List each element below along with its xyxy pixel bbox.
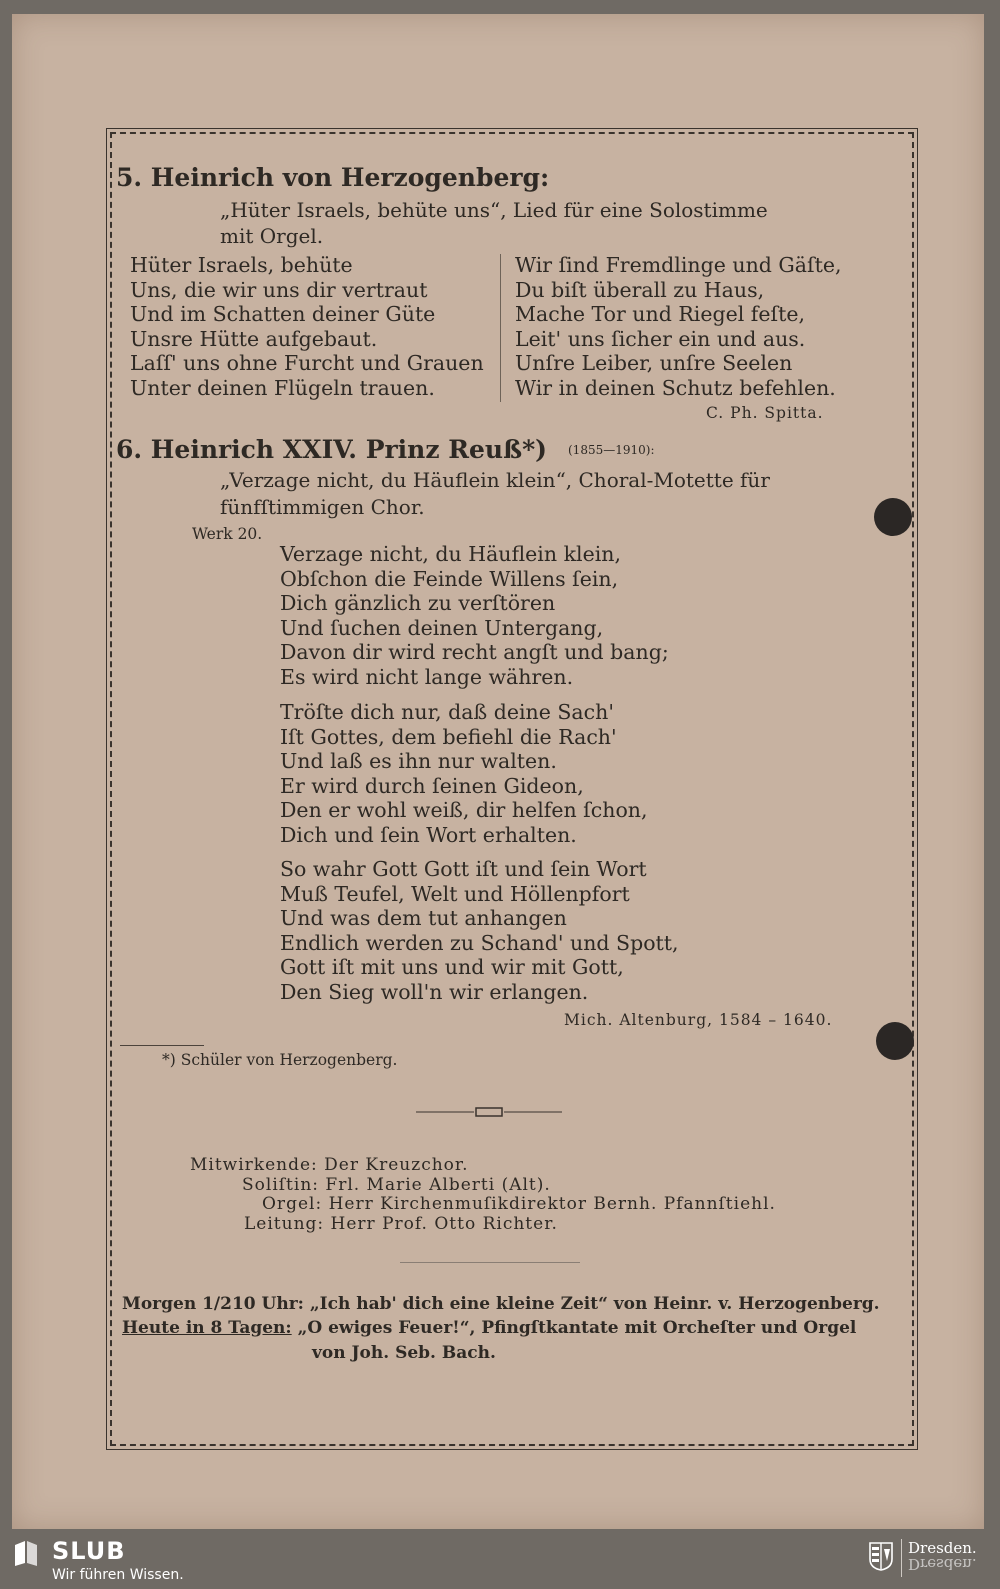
- section6-stanza-3: [280, 857, 679, 1004]
- section6-subtitle: „Verzage nicht, du Häuflein klein“, Choral-Motette für: [220, 468, 770, 492]
- verse-line: Und laß es ihn nur walten.: [280, 749, 557, 773]
- tomorrow-label: Morgen 1/210 Uhr:: [122, 1294, 304, 1314]
- verse-line: Den er wohl weiß, dir helfen ſchon,: [280, 798, 648, 822]
- verse-line: Obſchon die Feinde Willens ſein,: [280, 566, 619, 591]
- branding-bar: [0, 1529, 1000, 1589]
- section5-author: C. Ph. Spitta.: [706, 404, 824, 422]
- section5-subtitle: „Hüter Israels, behüte uns“, Lied für eine Solostimme: [220, 198, 768, 222]
- verse-line: Endlich werden zu Schand' und Spott,: [280, 930, 679, 955]
- branding-separator: [901, 1539, 902, 1577]
- slub-book-icon: [13, 1539, 39, 1567]
- verse-line: Es wird nicht lange währen.: [280, 664, 574, 689]
- credit-participants: Mitwirkende: Der Kreuzchor.: [190, 1155, 469, 1175]
- verse-line: Gott iſt mit uns und wir mit Gott,: [280, 955, 624, 979]
- section5-heading: 5. Heinrich von Herzogenberg:: [116, 163, 550, 192]
- verse-line: Muß Teufel, Welt und Höllenpfort: [280, 881, 630, 906]
- footnote: *) Schüler von Herzogenberg.: [162, 1051, 398, 1069]
- dresden-crest-icon: [868, 1541, 894, 1571]
- section6-stanza-1: [280, 542, 669, 689]
- verse-line: Und im Schatten deiner Güte: [130, 302, 436, 326]
- ornament-divider: [416, 1104, 562, 1120]
- next-week-text-2: von Joh. Seb. Bach.: [312, 1343, 496, 1363]
- verse-line: Verzage nicht, du Häuflein klein,: [280, 542, 621, 566]
- section5-left-verse: [130, 253, 484, 400]
- dresden-label: Dresden.: [908, 1539, 977, 1557]
- next-week-text: „O ewiges Feuer!“, Pfingſtkantate mit Orcheſter und Orgel: [297, 1318, 857, 1338]
- section5-subtitle-2: mit Orgel.: [220, 224, 324, 248]
- announcement-tomorrow: [122, 1294, 880, 1314]
- verse-line: Tröſte dich nur, daß deine Sach': [280, 700, 614, 724]
- footnote-rule: [120, 1045, 204, 1046]
- verse-line: Dich und ſein Wort erhalten.: [280, 822, 577, 847]
- verse-line: Er wird durch ſeinen Gideon,: [280, 773, 584, 798]
- section6-author: Mich. Altenburg, 1584 – 1640.: [564, 1011, 833, 1029]
- verse-line: Davon dir wird recht angſt und bang;: [280, 640, 669, 664]
- section6-dates: (1855—1910):: [568, 443, 655, 457]
- verse-line: Uns, die wir uns dir vertraut: [130, 277, 428, 302]
- work-number: Werk 20.: [192, 525, 263, 543]
- announcement-next-week: [122, 1318, 856, 1338]
- credit-soloist: Soliſtin: Frl. Marie Alberti (Alt).: [242, 1175, 551, 1195]
- section5-right-verse: [515, 253, 842, 400]
- section6-heading: 6. Heinrich XXIV. Prinz Reuß*): [116, 435, 547, 464]
- verse-line: Und ſuchen deinen Untergang,: [280, 615, 604, 640]
- verse-line: Leit' uns ſicher ein und aus.: [515, 326, 806, 351]
- punch-hole: [874, 498, 912, 536]
- section6-subtitle-2: fünfſtimmigen Chor.: [220, 495, 425, 519]
- next-week-label: Heute in 8 Tagen:: [122, 1318, 292, 1338]
- verse-line: Unsre Hütte aufgebaut.: [130, 326, 378, 351]
- verse-line: Wir ſind Fremdlinge und Gäſte,: [515, 253, 842, 277]
- section6-stanza-2: [280, 700, 648, 847]
- punch-hole: [876, 1022, 914, 1060]
- dresden-label-mirror: Dresden.: [908, 1555, 977, 1573]
- divider-rule: [400, 1262, 580, 1263]
- verse-line: So wahr Gott Gott iſt und ſein Wort: [280, 857, 647, 881]
- credit-organ: Orgel: Herr Kirchenmuſikdirektor Bernh. Pfannſtiehl.: [262, 1194, 776, 1214]
- verse-line: Wir in deinen Schutz befehlen.: [515, 375, 836, 400]
- verse-line: Und was dem tut anhangen: [280, 906, 567, 930]
- verse-line: Den Sieg woll'n wir erlangen.: [280, 979, 589, 1004]
- verse-line: Dich gänzlich zu verſtören: [280, 591, 556, 615]
- tomorrow-text: „Ich hab' dich eine kleine Zeit“ von Heinr. v. Herzogenberg.: [309, 1294, 880, 1314]
- slub-tagline: Wir führen Wissen.: [52, 1567, 184, 1583]
- verse-line: Du biſt überall zu Haus,: [515, 277, 765, 302]
- verse-line: Mache Tor und Riegel feſte,: [515, 302, 805, 326]
- credit-conductor: Leitung: Herr Prof. Otto Richter.: [244, 1214, 558, 1234]
- verse-line: Hüter Israels, behüte: [130, 253, 353, 277]
- column-divider: [500, 254, 501, 402]
- verse-line: Unter deinen Flügeln trauen.: [130, 375, 435, 400]
- slub-name: SLUB: [52, 1537, 126, 1565]
- verse-line: Laſſ' uns ohne Furcht und Grauen: [130, 351, 484, 375]
- verse-line: Iſt Gottes, dem befiehl die Rach': [280, 724, 617, 749]
- verse-line: Unſre Leiber, unſre Seelen: [515, 351, 793, 375]
